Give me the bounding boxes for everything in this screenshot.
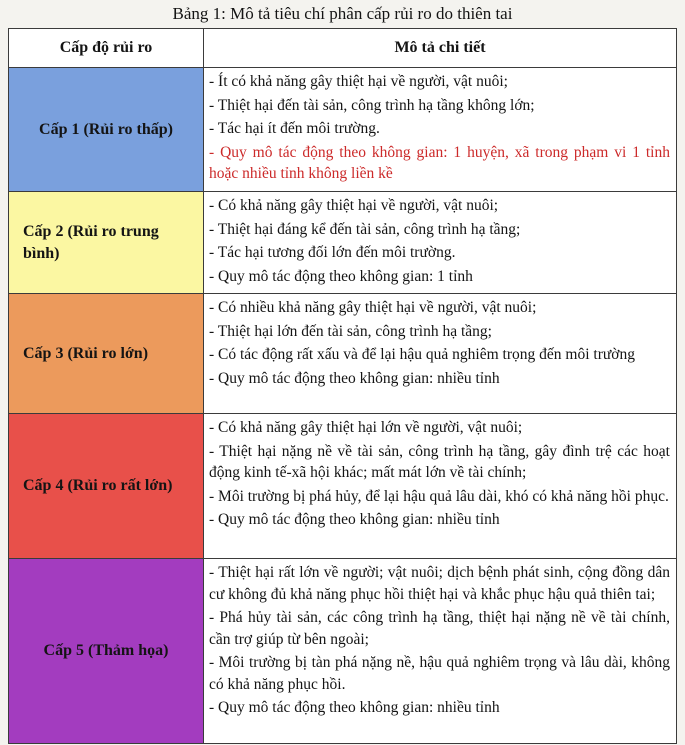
detail-line: - Môi trường bị tàn phá nặng nề, hậu quả nghiêm trọng và lâu dài, không có khả năng phục hồi. [209, 654, 670, 693]
table-row [9, 294, 677, 414]
detail-cell [204, 559, 677, 744]
detail-line: - Phá hủy tài sản, các công trình hạ tầng, thiệt hại nặng nề về tài chính, cần trợ giúp từ bên ngoài; [209, 609, 670, 648]
detail-line: - Môi trường bị phá hủy, để lại hậu quả lâu dài, khó có khả năng hồi phục. [209, 487, 669, 505]
table-row [9, 414, 677, 559]
detail-line: - Tác hại tương đối lớn đến môi trường. [209, 244, 456, 261]
detail-line: - Thiệt hại lớn đến tài sản, công trình hạ tầng; [209, 322, 492, 340]
detail-line: - Thiệt hại đến tài sản, công trình hạ tầng không lớn; [209, 96, 535, 114]
level-cell: Cấp 1 (Rủi ro thấp) [9, 68, 204, 192]
level-cell: Cấp 3 (Rủi ro lớn) [9, 294, 204, 414]
detail-line: - Quy mô tác động theo không gian: 1 tỉnh [209, 267, 473, 285]
risk-level-table [8, 28, 677, 744]
detail-line: - Quy mô tác động theo không gian: nhiều tỉnh [209, 369, 500, 387]
detail-line: - Thiệt hại đáng kể đến tài sản, công trình hạ tầng; [209, 220, 521, 238]
detail-line: - Tác hại ít đến môi trường. [209, 120, 380, 137]
detail-cell [204, 68, 677, 192]
detail-line: - Có khả năng gây thiệt hại lớn về người, vật nuôi; [209, 419, 523, 436]
level-cell: Cấp 4 (Rủi ro rất lớn) [9, 414, 204, 559]
detail-cell [204, 192, 677, 294]
table-row [9, 559, 677, 744]
detail-cell [204, 414, 677, 559]
detail-line: - Có nhiều khả năng gây thiệt hại về người, vật nuôi; [209, 299, 537, 316]
detail-line: - Có tác động rất xấu và để lại hậu quả nghiêm trọng đến môi trường [209, 346, 635, 363]
detail-line: - Thiệt hại nặng nề về tài sản, công trình hạ tầng, gây đình trệ các hoạt động kinh tế-xã hội khác; mất mát lớn về tài chính; [209, 442, 670, 481]
detail-cell [204, 294, 677, 414]
detail-line: - Quy mô tác động theo không gian: nhiều tỉnh [209, 511, 500, 528]
table-row [9, 68, 677, 192]
table-row [9, 192, 677, 294]
header-level: Cấp độ rủi ro [9, 29, 204, 68]
detail-line: - Thiệt hại rất lớn về người; vật nuôi; dịch bệnh phát sinh, cộng đồng dân cư không đủ khả năng phục hồi thiệt hại và khắc phục hậu quả thiên tai; [209, 564, 670, 603]
table-caption: Bảng 1: Mô tả tiêu chí phân cấp rủi ro do thiên tai [172, 4, 513, 23]
level-cell: Cấp 2 (Rủi ro trung bình) [9, 192, 204, 294]
detail-line: - Ít có khả năng gây thiệt hại về người, vật nuôi; [209, 73, 508, 90]
detail-line-highlighted: - Quy mô tác động theo không gian: 1 huyện, xã trong phạm vi 1 tỉnh hoặc nhiều tỉnh không liền kề [209, 143, 670, 182]
level-cell: Cấp 5 (Thảm họa) [9, 559, 204, 744]
header-detail: Mô tả chi tiết [204, 29, 677, 68]
table-header-row [9, 29, 677, 68]
detail-line: - Quy mô tác động theo không gian: nhiều tỉnh [209, 699, 500, 716]
detail-line: - Có khả năng gây thiệt hại về người, vật nuôi; [209, 197, 499, 214]
